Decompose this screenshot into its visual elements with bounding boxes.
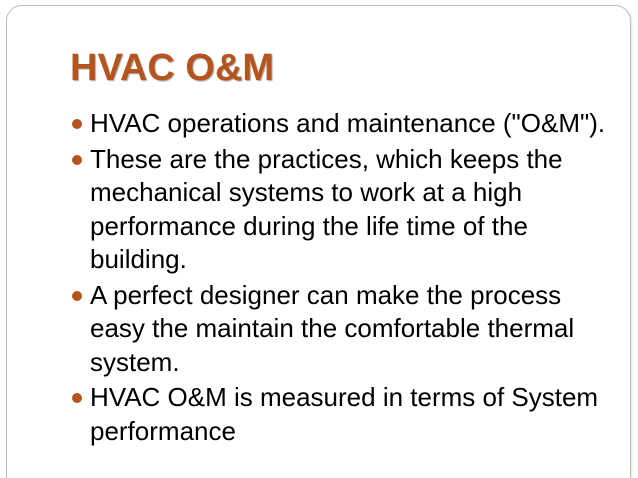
- bullet-item: [70, 107, 610, 141]
- bullet-dot-icon: [72, 291, 82, 301]
- bullet-list: [70, 107, 610, 450]
- bullet-text: A perfect designer can make the process easy the maintain the comfortable thermal system.: [90, 279, 575, 377]
- bullet-text: These are the practices, which keeps the mechanical systems to work at a high performance during the life time of the building.: [90, 143, 563, 274]
- bullet-dot-icon: [72, 119, 82, 129]
- bullet-item: [70, 381, 610, 448]
- bullet-dot-icon: [72, 393, 82, 403]
- slide-title: HVAC O&M: [70, 47, 275, 89]
- bullet-text: HVAC operations and maintenance ("O&M").: [90, 108, 606, 138]
- bullet-text: HVAC O&M is measured in terms of System performance: [90, 382, 599, 446]
- bullet-item: [70, 143, 610, 277]
- bullet-item: [70, 279, 610, 380]
- bullet-dot-icon: [72, 155, 82, 165]
